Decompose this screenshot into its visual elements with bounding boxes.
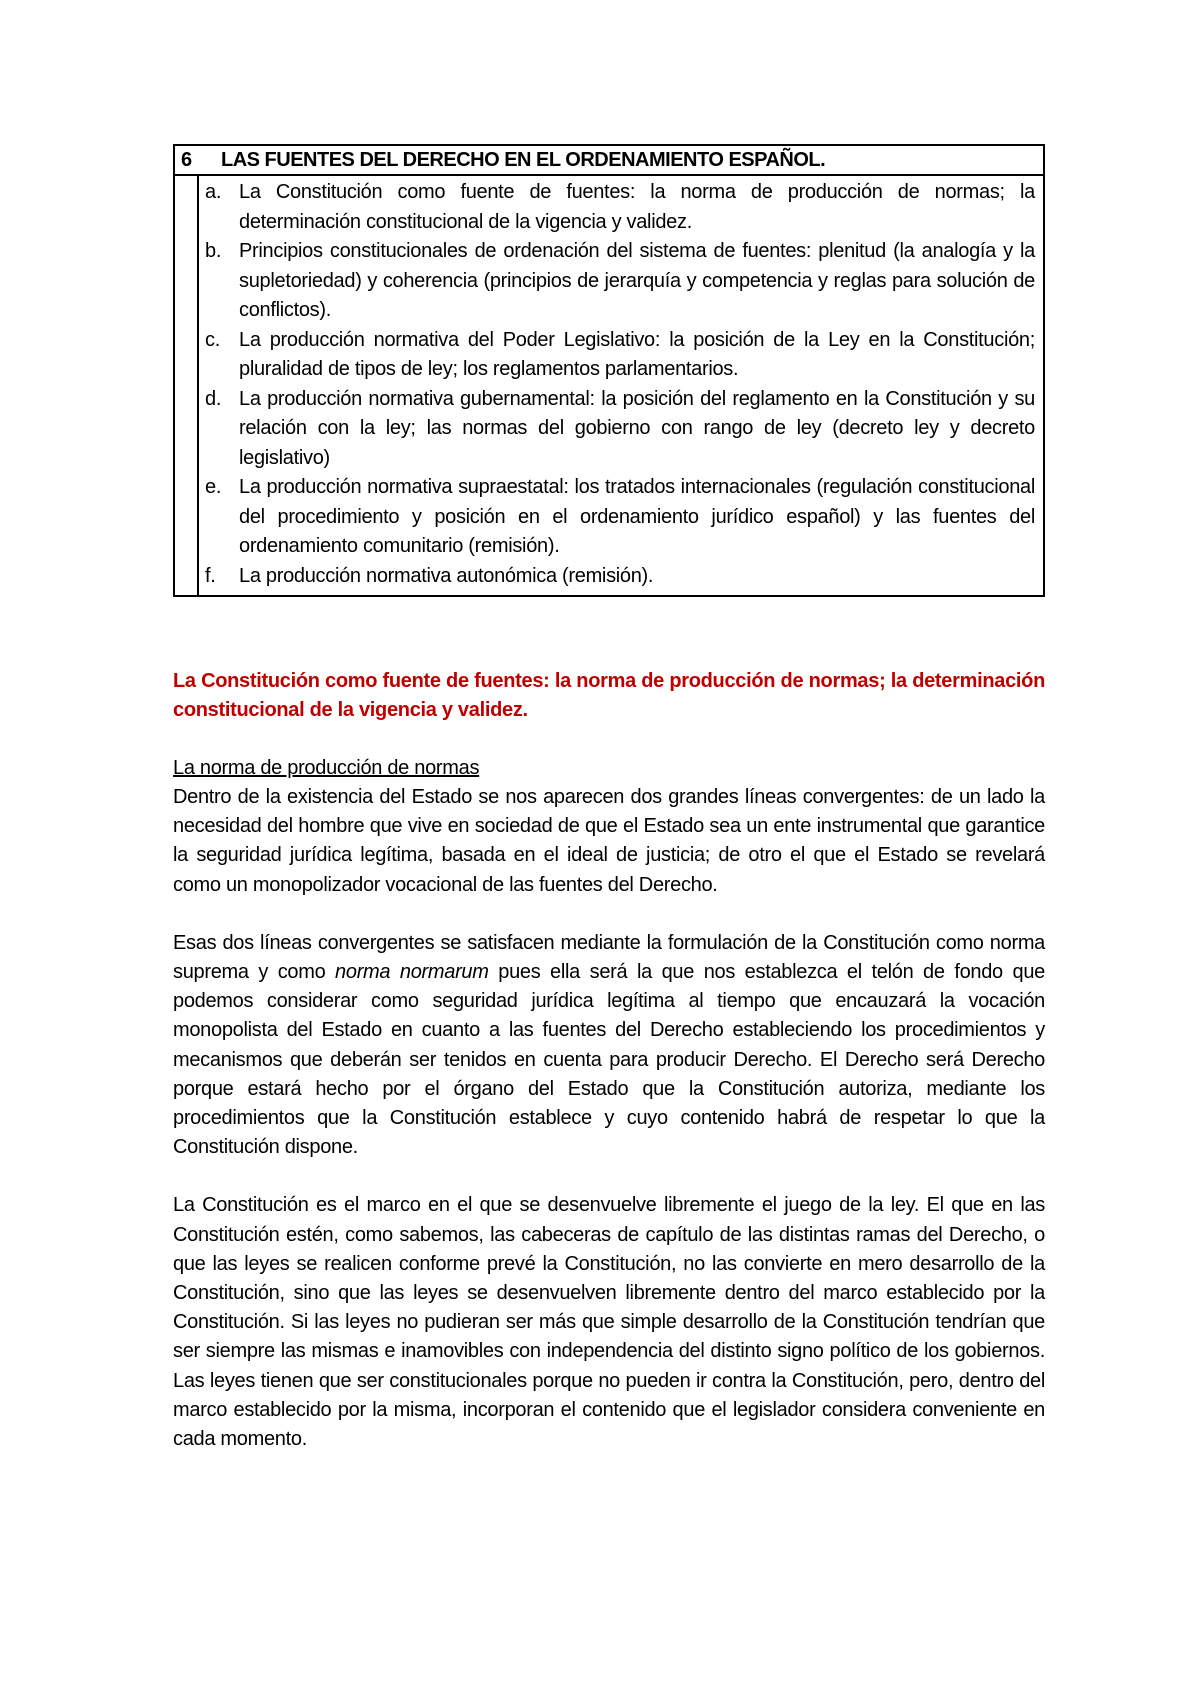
- paragraph-2: [173, 929, 1045, 1163]
- paragraph-2-italic: norma normarum: [335, 961, 489, 984]
- paragraph-1: Dentro de la existencia del Estado se nos aparecen dos grandes líneas convergentes: de un lado la necesidad del hombre que vive en sociedad de que el Estado sea un ente instrumental que garantice la seguridad jurídica legítima, basada en el ideal de justicia; de otro el que el Estado se revelará como un monopolizador vocacional de las fuentes del Derecho.: [173, 786, 1045, 896]
- syllabus-item-text: La producción normativa del Poder Legislativo: la posición de la Ley en la Constitución; pluralidad de tipos de ley; los reglamentos parlamentarios.: [239, 328, 1035, 380]
- syllabus-item-text: La Constitución como fuente de fuentes: la norma de producción de normas; la determinación constitucional de la vigencia y validez.: [239, 181, 1035, 233]
- document-page: [173, 144, 1045, 1454]
- syllabus-item-letter: e.: [205, 476, 222, 498]
- syllabus-item-a: [205, 178, 1035, 237]
- section-title: La Constitución como fuente de fuentes: la norma de producción de normas; la determinación constitucional de la vigencia y validez.: [173, 670, 1045, 721]
- syllabus-title: LAS FUENTES DEL DERECHO EN EL ORDENAMIENTO ESPAÑOL.: [221, 148, 826, 171]
- syllabus-header: [175, 146, 1043, 176]
- syllabus-item-f: [205, 562, 1035, 592]
- paragraph-3: La Constitución es el marco en el que se desenvuelve libremente el juego de la ley. El que en las Constitución estén, como sabemos, las cabeceras de capítulo de las distintas ramas del Derecho, o que las leyes se realicen conforme prevé la Constitución, no las convierte en mero desarrollo de la Constitución, sino que las leyes se desenvuelven libremente dentro del marco establecido por la Constitución. Si las leyes no pudieran ser más que simple desarrollo de la Constitución tendrían que ser siempre las mismas e inamovibles con independencia del distinto signo político de los gobiernos. Las leyes tienen que ser constitucionales porque no pueden ir contra la Constitución, pero, dentro del marco establecido por la misma, incorporan el contenido que el legislador considera conveniente en cada momento.: [173, 1194, 1045, 1451]
- paragraph-2-before: Esas dos líneas convergentes se satisfacen mediante la formulación de la Constitución como norma suprema y como: [173, 931, 1045, 984]
- syllabus-item-letter: d.: [205, 387, 222, 410]
- syllabus-item-text: Principios constitucionales de ordenación del sistema de fuentes: plenitud (la analogía y la supletoriedad) y coherencia (principios de jerarquía y competencia y reglas para solución de conflictos).: [239, 240, 1035, 321]
- syllabus-item-letter: f.: [205, 564, 216, 587]
- paragraph-2-after: pues ella será la que nos establezca el telón de fondo que podemos considerar como seguridad jurídica legítima al tiempo que encauzará la vocación monopolista del Estado en cuanto a las fuentes del Derecho estableciendo los procedimientos y mecanismos que deberán ser tenidos en cuenta para producir Derecho. El Derecho será Derecho porque estará hecho por el órgano del Estado que la Constitución autoriza, mediante los procedimientos que la Constitución establece y cuyo contenido habrá de respetar lo que la Constitución dispone.: [173, 961, 1045, 1159]
- syllabus-number: 6: [181, 148, 192, 171]
- syllabus-item-c: [205, 326, 1035, 385]
- syllabus-items: [197, 176, 1043, 595]
- syllabus-item-text: La producción normativa supraestatal: los tratados internacionales (regulación constitucional del procedimiento y posición en el ordenamiento jurídico español) y las fuentes del ordenamiento comunitario (remisión).: [239, 476, 1035, 557]
- syllabus-item-text: La producción normativa autonómica (remisión).: [239, 564, 654, 587]
- syllabus-item-text: La producción normativa gubernamental: la posición del reglamento en la Constitución y su relación con la ley; las normas del gobierno con rango de ley (decreto ley y decreto legislativo): [239, 387, 1035, 469]
- syllabus-item-d: [205, 385, 1035, 474]
- syllabus-item-letter: c.: [205, 328, 220, 351]
- syllabus-box: [173, 144, 1045, 597]
- syllabus-item-letter: a.: [205, 181, 222, 203]
- subheading: La norma de producción de normas: [173, 757, 480, 779]
- syllabus-item-letter: b.: [205, 240, 222, 262]
- syllabus-item-e: [205, 473, 1035, 562]
- syllabus-item-b: [205, 237, 1035, 326]
